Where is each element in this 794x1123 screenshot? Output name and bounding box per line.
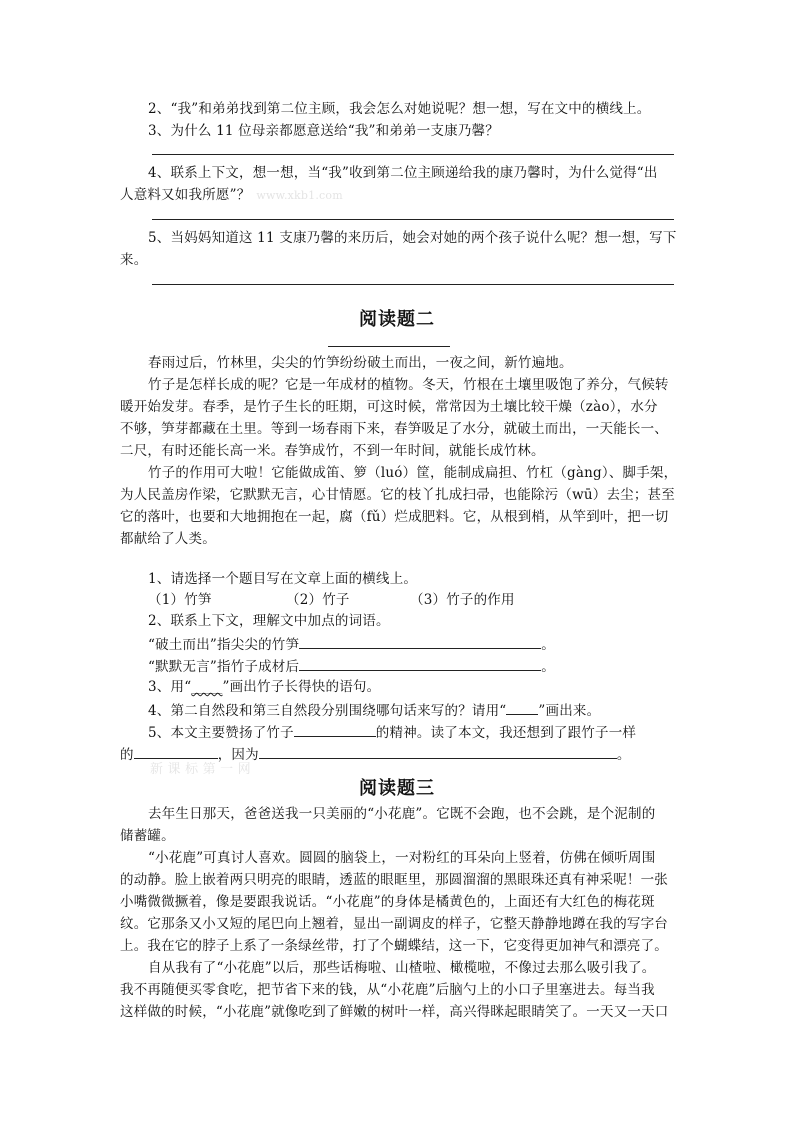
option-bamboo-use[interactable]: （3）竹子的作用 bbox=[410, 592, 515, 608]
reading-2-paragraph-2-line4: 二尺，有时还能长高一米。春笋成竹，不到一年时间，就能长成竹林。 bbox=[120, 443, 545, 459]
answer-blank-5c[interactable] bbox=[259, 744, 617, 759]
reading-3-paragraph-1-line1: 去年生日那天，爸爸送我一只美丽的“小花鹿”。它既不会跑，也不会跳，是个泥制的 bbox=[148, 806, 656, 822]
answer-line-q5[interactable] bbox=[152, 284, 674, 285]
reading-2-paragraph-1: 春雨过后，竹林里，尖尖的竹笋纷纷破土而出，一夜之间，新竹遍地。 bbox=[148, 355, 573, 371]
question-3-post: ”画出竹子长得快的语句。 bbox=[222, 679, 381, 695]
question-5-text-line1: 5、当妈妈知道这 11 支康乃馨的来历后，她会对她的两个孩子说什么呢？想一想，写下 bbox=[148, 230, 677, 246]
question-5-line2-pre: 的 bbox=[120, 747, 134, 763]
reading-3-paragraph-2-line2: 的动静。脸上嵌着两只明亮的眼睛，透蓝的眼眶里，那圆溜溜的黑眼珠还真有神采呢！一张 bbox=[120, 872, 668, 888]
question-5-line2-period: 。 bbox=[616, 747, 631, 763]
reading-2-paragraph-2-line3: 不够，笋芽都藏在土里。等到一场春雨下来，春笋吸足了水分，就破土而出，一天能长一、 bbox=[120, 421, 668, 437]
option-bamboo-shoot[interactable]: （1）竹笋 bbox=[148, 592, 212, 608]
question-4-text-line2 bbox=[120, 186, 676, 205]
question-2a-period: 。 bbox=[541, 637, 555, 653]
reading-2-paragraph-3-line1: 竹子的作用可大啦！它能做成笛、箩（luó）筐，能制成扁担、竹杠（gàng）、脚手架， bbox=[148, 465, 678, 481]
question-4-post: ”画出来。 bbox=[538, 703, 601, 719]
answer-line-q3[interactable] bbox=[152, 154, 674, 155]
reading-3-paragraph-2-line1: “小花鹿”可真讨人喜欢。圆圆的脑袋上，一对粉红的耳朵向上竖着，仿佛在倾听周围 bbox=[148, 850, 656, 866]
question-5-text-line2: 来。 bbox=[120, 252, 148, 268]
question-2a-text: “破土而出”指尖尖的竹笋 bbox=[148, 637, 300, 653]
answer-blank-2b[interactable] bbox=[299, 656, 541, 671]
reading-3-paragraph-1-line2: 储蓄罐。 bbox=[120, 828, 175, 844]
reading-3-paragraph-3-line2: 我不再随便买零食吃，把节省下来的钱，从“小花鹿”后脑勺上的小口子里塞进去。每当我 bbox=[120, 982, 655, 998]
reading-2-question-5-line1 bbox=[148, 722, 676, 742]
reading-2-question-2: 2、联系上下文，理解文中加点的词语。 bbox=[148, 613, 390, 629]
answer-blank-5a[interactable] bbox=[294, 722, 376, 737]
reading-3-title: 阅读题三 bbox=[359, 778, 435, 799]
question-5-post: 的精神。读了本文，我还想到了跟竹子一样 bbox=[375, 725, 637, 741]
reading-2-question-2b bbox=[148, 656, 676, 676]
reading-2-title-blank[interactable] bbox=[328, 346, 450, 347]
wavy-line-mark: ______ bbox=[191, 683, 223, 694]
reading-2-paragraph-3-line4: 都献给了人类。 bbox=[120, 531, 216, 547]
reading-2-title: 阅读题二 bbox=[359, 309, 435, 330]
reading-2-question-1: 1、请选择一个题目写在文章上面的横线上。 bbox=[148, 571, 418, 587]
question-3-text: 3、为什么 11 位母亲都愿意送给“我”和弟弟一支康乃馨？ bbox=[148, 123, 499, 139]
watermark-site-name: 新 课 标 第 一 网 bbox=[150, 762, 251, 777]
reading-2-paragraph-2-line2: 暖开始发芽。春季，是竹子生长的旺期，可这时候，常常因为土壤比较干燥（zào），水分 bbox=[120, 399, 658, 415]
question-5-line2-mid: ，因为 bbox=[217, 747, 259, 763]
question-2b-text: “默默无言”指竹子成材后 bbox=[148, 659, 300, 675]
reading-3-paragraph-2-line5: 上。我在它的脖子上系了一条绿丝带，打了个蝴蝶结，这一下，它变得更加神气和漂亮了。 bbox=[120, 938, 668, 954]
reading-2-question-1-options bbox=[148, 591, 676, 609]
reading-2-paragraph-3-line3: 它的落叶，也要和大地拥抱在一起，腐（fǔ）烂成肥料。它，从根到梢，从竿到叶，把一切 bbox=[120, 509, 669, 525]
question-2-text: 2、“我”和弟弟找到第二位主顾，我会怎么对她说呢？想一想，写在文中的横线上。 bbox=[148, 101, 651, 117]
answer-blank-5b[interactable] bbox=[134, 744, 218, 759]
watermark-text: www.xkb1.com bbox=[256, 189, 343, 202]
answer-blank-2a[interactable] bbox=[299, 634, 541, 649]
reading-2-paragraph-2-line1: 竹子是怎样长成的呢？它是一年成材的植物。冬天，竹根在土壤里吸饱了养分，气候转 bbox=[148, 377, 669, 393]
reading-3-paragraph-2-line3: 小嘴微微撅着，像是要跟我说话。“小花鹿”的身体是橘黄色的，上面还有大红色的梅花斑 bbox=[120, 894, 655, 910]
question-4-text-line2-content: 人意料又如我所愿”？ bbox=[120, 187, 251, 203]
reading-2-paragraph-3-line2: 为人民盖房作梁，它默默无言，心甘情愿。它的枝丫扎成扫帚，也能除污（wū）去尘；甚至 bbox=[120, 487, 675, 503]
option-bamboo[interactable]: （2）竹子 bbox=[286, 592, 350, 608]
reading-3-paragraph-3-line3: 这样做的时候，“小花鹿”就像吃到了鲜嫩的树叶一样，高兴得眯起眼睛笑了。一天又一天口 bbox=[120, 1004, 669, 1020]
reading-2-question-2a bbox=[148, 634, 676, 654]
question-4-text-line1: 4、联系上下文，想一想，当“我”收到第二位主顾递给我的康乃馨时，为什么觉得“出 bbox=[148, 165, 658, 181]
question-3-pre: 3、用“ bbox=[148, 679, 192, 695]
reading-2-question-3 bbox=[148, 678, 676, 698]
question-4-pre: 4、第二自然段和第三自然段分别围绕哪句话来写的？请用“ bbox=[148, 703, 507, 719]
question-2b-period: 。 bbox=[541, 659, 555, 675]
reading-2-question-4 bbox=[148, 700, 676, 720]
reading-3-paragraph-2-line4: 纹。它那条又小又短的尾巴向上翘着，显出一副调皮的样子，它整天静静地蹲在我的写字台 bbox=[120, 916, 668, 932]
straight-line-mark bbox=[506, 700, 538, 715]
reading-3-paragraph-3-line1: 自从我有了“小花鹿”以后，那些话梅啦、山楂啦、橄榄啦，不像过去那么吸引我了。 bbox=[148, 960, 656, 976]
question-5-pre: 5、本文主要赞扬了竹子 bbox=[148, 725, 294, 741]
answer-line-q4[interactable] bbox=[152, 219, 674, 220]
